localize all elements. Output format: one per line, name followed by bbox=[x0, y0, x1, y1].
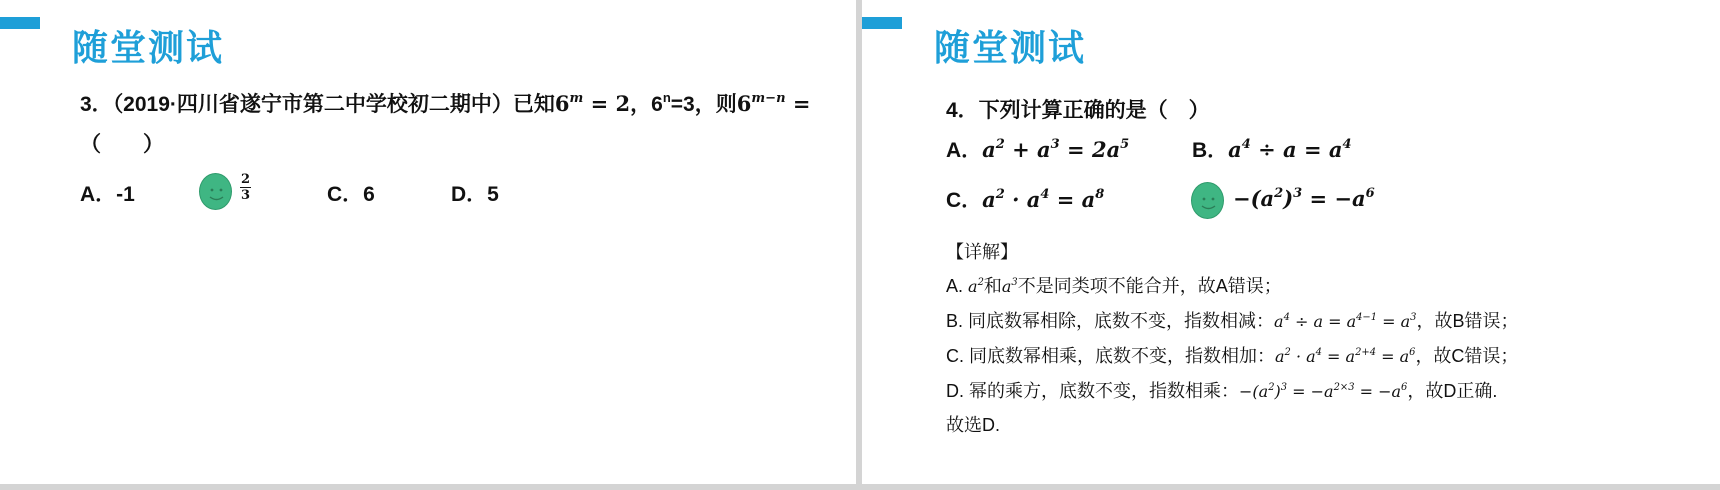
slide-left bbox=[0, 0, 856, 484]
question-blank: （ ） bbox=[80, 133, 164, 156]
option-b-fraction[interactable] bbox=[240, 172, 251, 203]
question-3: 3．（2019·四川省遂宁市第二中学校初二期中）已知$6^m = 2$，$6^n=3$，则$6^{m-n}$ = bbox=[80, 89, 811, 116]
detail-line-c: C. 同底数幂相乘，底数不变，指数相加：$a^2 \cdot a^4 = a^{2+4} = a^6$，故C错误； bbox=[946, 346, 1519, 366]
option-c-expr: $a^2 \cdot a^4 = a^8$ bbox=[982, 186, 1105, 212]
math-expr-6n: $6^n=3$ bbox=[651, 89, 695, 116]
option-b-expr: $a^4 \div a = a^4$ bbox=[1228, 136, 1352, 162]
option-d-expr[interactable]: $-(a^2)^3 = -a^6$ bbox=[1233, 185, 1375, 211]
smiley-face-icon[interactable] bbox=[199, 173, 232, 210]
accent-bar bbox=[862, 17, 902, 29]
accent-bar bbox=[0, 17, 40, 29]
slide-title: 随堂测试 bbox=[72, 27, 225, 68]
detail-conclusion: 故选D. bbox=[946, 415, 1000, 435]
detail-line-d: D. 幂的乘方，底数不变，指数相乘：$-(a^2)^3 = -a^{2\times 3} = -a^6$，故D正确. bbox=[946, 381, 1498, 401]
option-c[interactable]: C．6 bbox=[327, 183, 375, 206]
slide-right bbox=[862, 0, 1720, 484]
smiley-face-icon[interactable] bbox=[1191, 182, 1224, 219]
option-a[interactable]: A．-1 bbox=[80, 183, 135, 206]
fraction-denominator: 3 bbox=[241, 188, 251, 203]
option-a[interactable]: A．$a^2 + a^3 = 2a^5$ bbox=[946, 136, 1130, 162]
detail-line-b: B. 同底数幂相除，底数不变，指数相减：$a^4 \div a = a^{4-1} = a^3$，故B错误； bbox=[946, 311, 1519, 331]
option-d[interactable]: D．5 bbox=[451, 183, 499, 206]
option-c[interactable]: C．$a^2 \cdot a^4 = a^8$ bbox=[946, 186, 1105, 212]
math-expr-6m: $6^m = 2$ bbox=[554, 90, 631, 116]
question-4: 4．下列计算正确的是（ ） bbox=[946, 99, 1210, 122]
fraction-numerator: 2 bbox=[241, 172, 251, 187]
question-number: 3． bbox=[80, 93, 113, 116]
question-source: （2019·四川省遂宁市第二中学校初二期中）已知 bbox=[112, 93, 555, 116]
option-a-expr: $a^2 + a^3 = 2a^5$ bbox=[982, 136, 1130, 162]
detail-heading: 【详解】 bbox=[946, 242, 1018, 262]
detail-line-a: A. $a^2$和$a^3$不是同类项不能合并，故A错误； bbox=[946, 276, 1282, 296]
slide-title: 随堂测试 bbox=[934, 27, 1087, 68]
option-b[interactable]: B．$a^4 \div a = a^4$ bbox=[1192, 136, 1352, 162]
math-expr-6mn: $6^{m-n}$ = bbox=[736, 90, 811, 116]
